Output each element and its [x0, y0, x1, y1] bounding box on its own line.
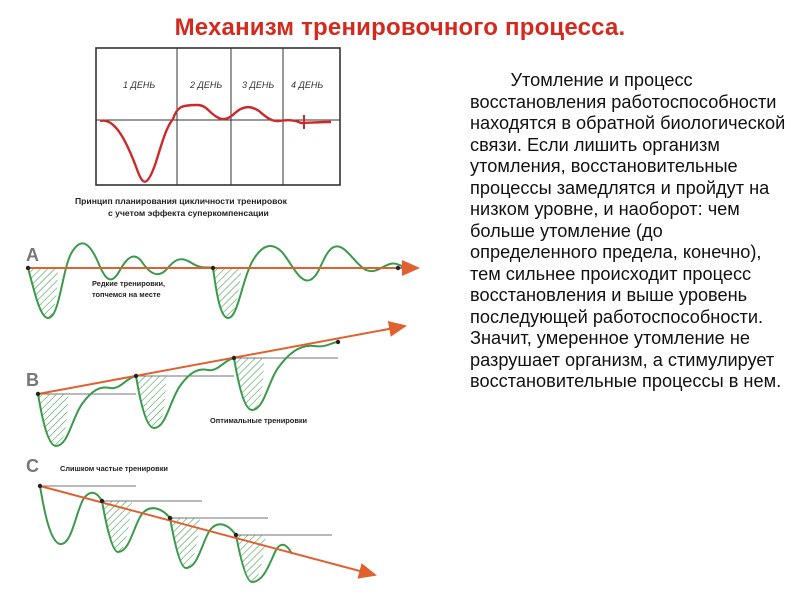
diagram-heading: с учетом эффекта суперкомпенсации [108, 208, 269, 218]
panel-b-caption: Оптимальные тренировки [210, 416, 308, 425]
panel-a-waves [26, 243, 418, 318]
panel-a-caption: Редкие тренировки, [92, 279, 166, 288]
day-label: 2 ДЕНЬ [190, 80, 223, 90]
day-label: 3 ДЕНЬ [242, 80, 275, 90]
panel-c-waves [38, 484, 375, 582]
diagram-heading: Принцип планирования цикличности тренировок [75, 196, 287, 206]
panel-letter-c: C [26, 456, 39, 476]
trend-arrow-up [38, 326, 405, 394]
trend-arrow-down [40, 486, 375, 575]
panel-letter-b: B [26, 370, 39, 390]
panel-b-waves [36, 326, 405, 446]
explanation-paragraph: Утомление и процесс восстановления работоспособности находятся в обратной биологической связи. Если лишить организм утомления, восстановительные процессы замедлятся и пройдут на низком уровне, и наоборот: чем больше утомление (до определенного предела, конечно), тем сильнее происходит процесс восстановления и выше уровень последующей работоспособности. Значит, умеренное утомление не разрушает организм, а стимулирует восстановительные процессы в нем. [470, 70, 791, 391]
day-label: 4 ДЕНЬ [291, 80, 324, 90]
slide-title: Механизм тренировочного процесса. [174, 14, 626, 41]
day-label: 1 ДЕНЬ [123, 80, 156, 90]
panel-a-caption: топчемся на месте [92, 290, 161, 299]
hatched-fatigue-area [28, 268, 58, 318]
panel-c-caption: Слишком частые тренировки [60, 464, 168, 473]
supercompensation-day-chart [95, 47, 341, 186]
panel-letter-a: A [26, 245, 39, 265]
training-planning-diagram [20, 190, 430, 590]
